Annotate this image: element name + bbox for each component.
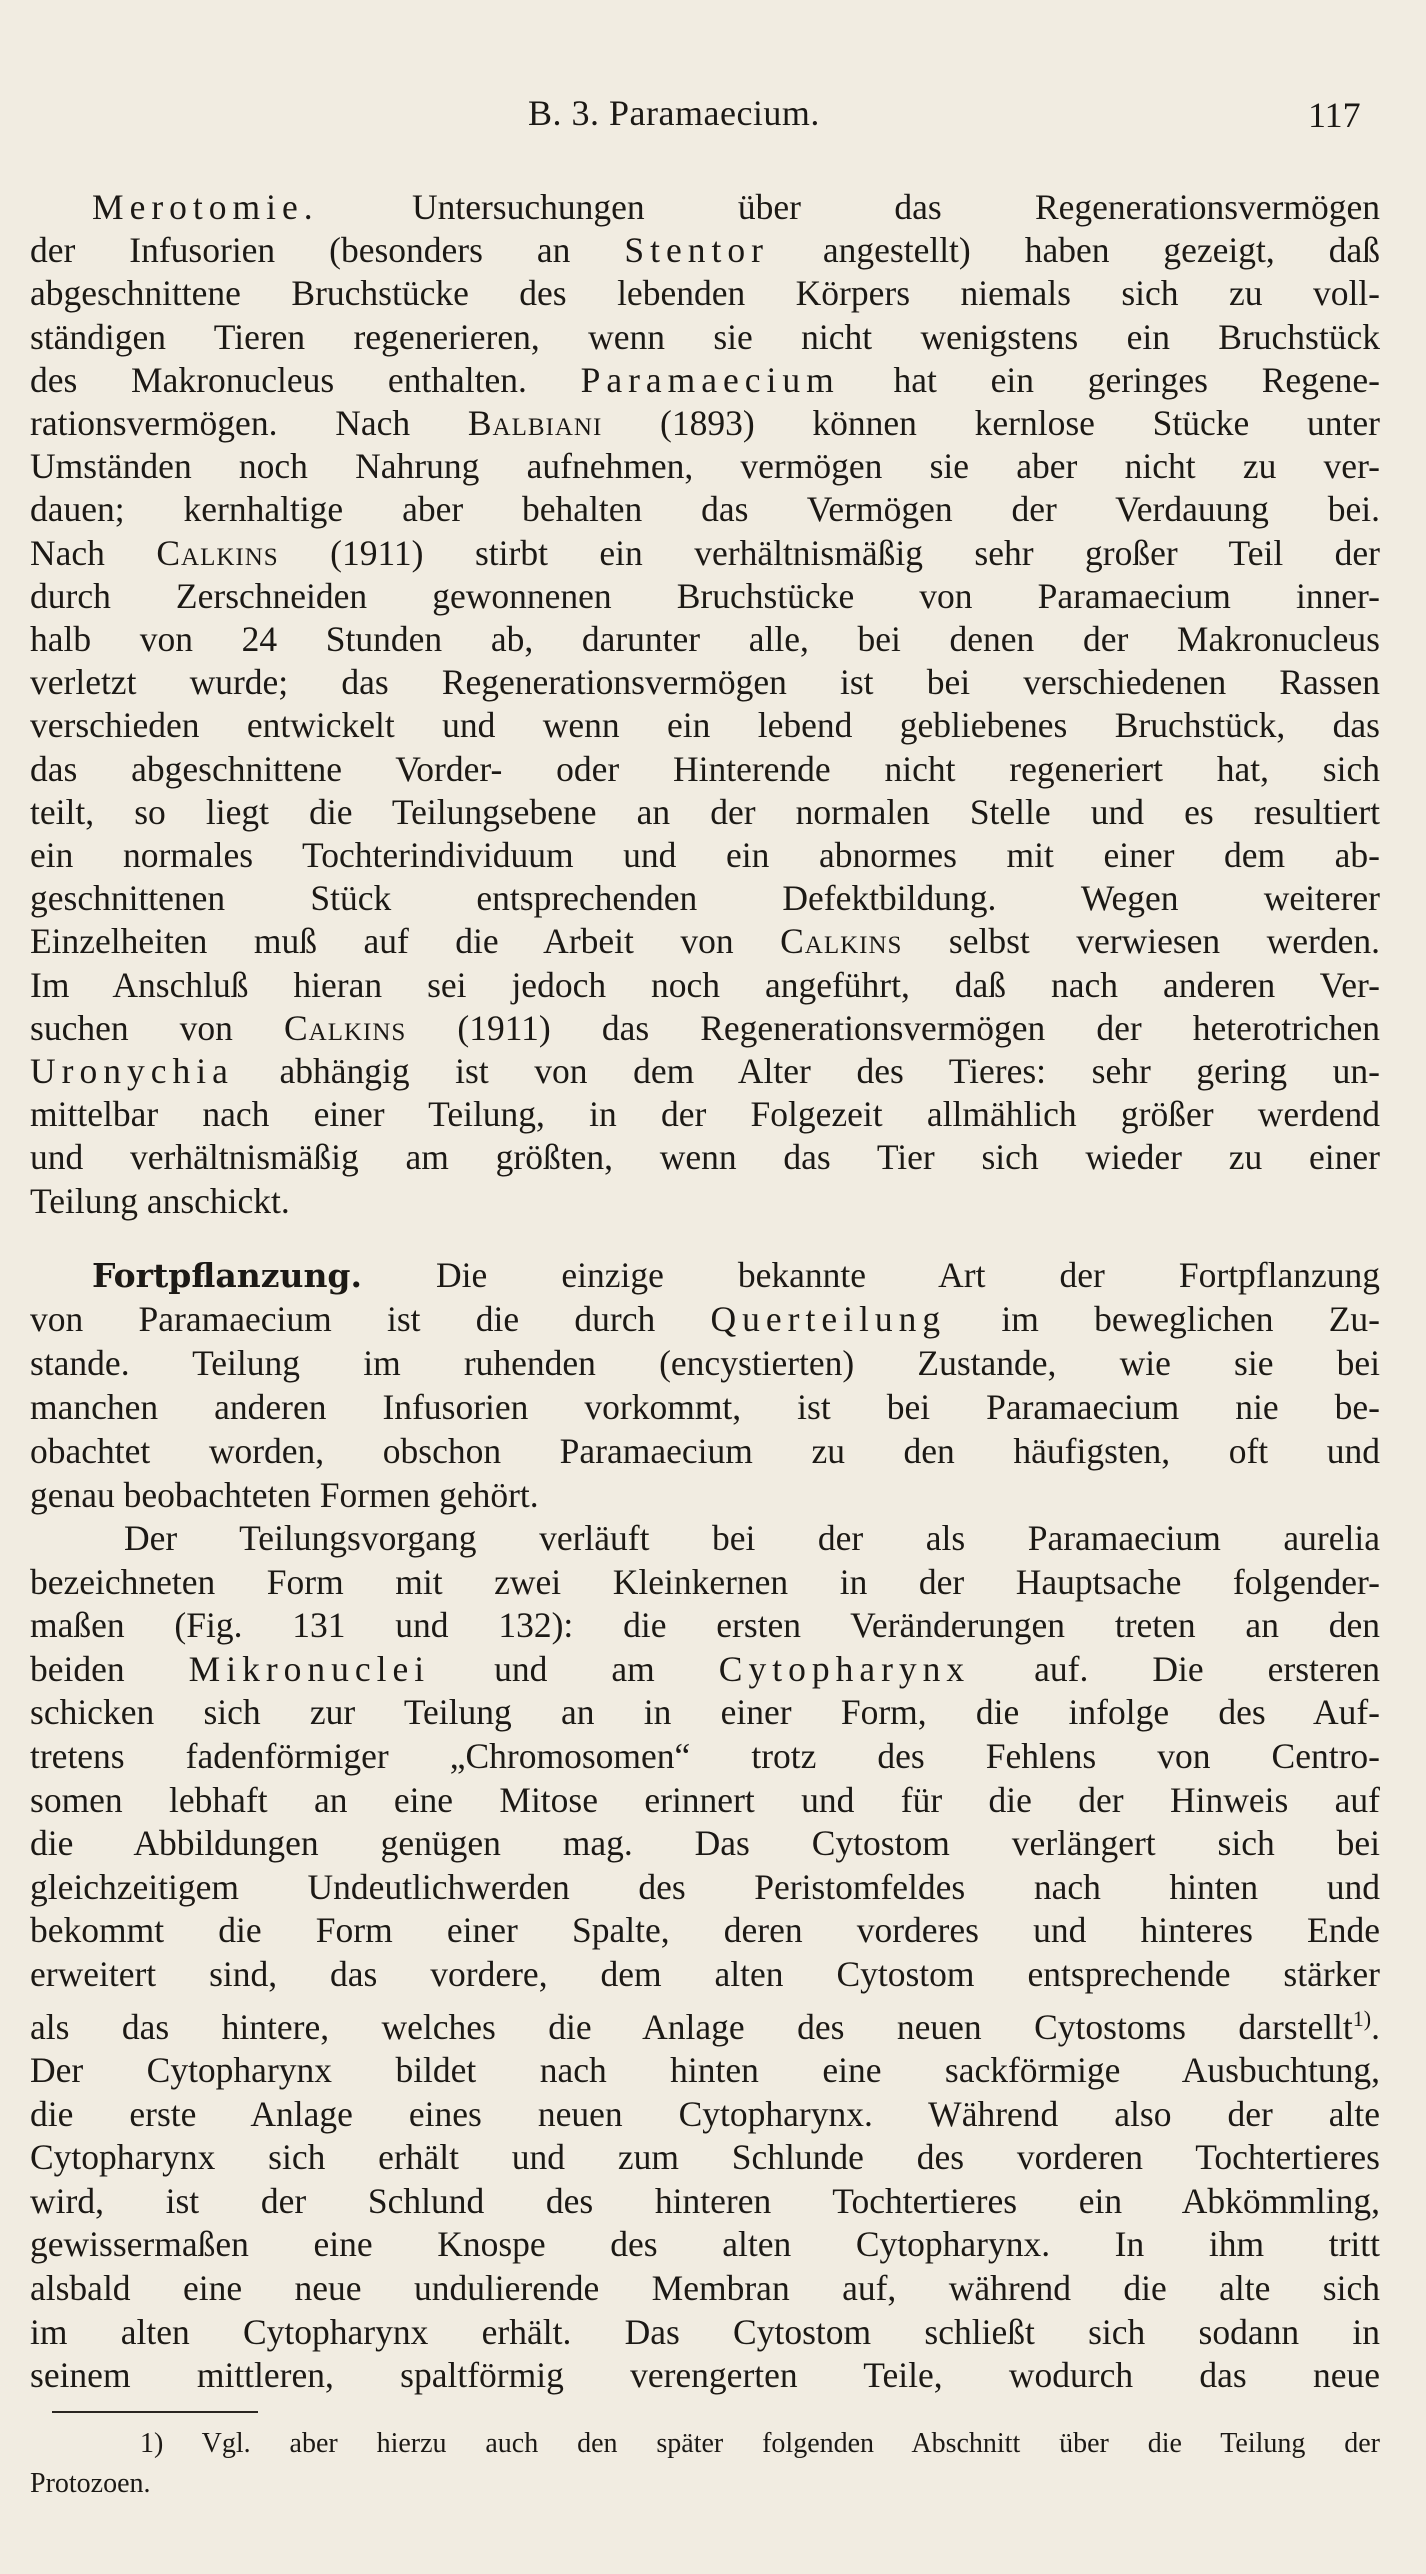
text-line: genau beobachteten Formen gehört. bbox=[30, 1474, 539, 1515]
text-line: alsbald eine neue undulierende Membran auf, während die alte sich bbox=[30, 2267, 1380, 2308]
text-line: Teilung anschickt. bbox=[30, 1180, 290, 1221]
text-line: der Infusorien (besonders an Stentor angestellt) haben gezeigt, daß bbox=[30, 230, 1380, 271]
text-line: dauen; kernhaltige aber behalten das Vermögen der Verdauung bei. bbox=[30, 489, 1380, 530]
text-line: wird, ist der Schlund des hinteren Tochtertieres ein Abkömmling, bbox=[30, 2180, 1380, 2221]
term-merotomie: Merotomie. bbox=[92, 187, 319, 227]
text-line: Einzelheiten muß auf die Arbeit von Calkins selbst verwiesen werden. bbox=[30, 921, 1380, 962]
text-line: geschnittenen Stück entsprechenden Defektbildung. Wegen weiterer bbox=[30, 878, 1380, 919]
text-line: tretens fadenförmiger „Chromosomen“ trotz des Fehlens von Centro- bbox=[30, 1735, 1380, 1776]
paragraph-fortpflanzung bbox=[30, 1254, 1380, 1517]
paragraph-teilungsvorgang bbox=[30, 1517, 1380, 2398]
term-uronychia: Uronychia bbox=[30, 1051, 234, 1092]
author-balbiani: Balbiani bbox=[467, 403, 603, 444]
page-number: 117 bbox=[1308, 95, 1361, 135]
footnote-divider bbox=[52, 2411, 258, 2413]
text-line: ständigen Tieren regenerieren, wenn sie nicht wenigstens ein Bruchstück bbox=[30, 316, 1380, 357]
section-heading-fortpflanzung: Fortpflanzung. bbox=[92, 1256, 362, 1295]
term-stentor: Stentor bbox=[624, 230, 769, 271]
text-line: Fortpflanzung. Die einzige bekannte Art der Fortpflanzung bbox=[92, 1255, 1380, 1295]
text-line: maßen (Fig. 131 und 132): die ersten Veränderungen treten an den bbox=[30, 1605, 1380, 1646]
text-line: von Paramaecium ist die durch Querteilung im beweglichen Zu- bbox=[30, 1298, 1380, 1339]
text-line: Uronychia abhängig ist von dem Alter des Tieres: sehr gering un- bbox=[30, 1051, 1380, 1092]
text-line: des Makronucleus enthalten. Paramaecium hat ein geringes Regene- bbox=[30, 359, 1380, 400]
footnote bbox=[30, 2424, 1380, 2504]
paragraph-merotomie bbox=[30, 186, 1380, 1223]
term-mikronuclei: Mikronuclei bbox=[188, 1648, 431, 1689]
author-calkins: Calkins bbox=[156, 532, 279, 573]
author-calkins: Calkins bbox=[284, 1007, 407, 1048]
text-line: verletzt wurde; das Regenerationsvermögen ist bei verschiedenen Rassen bbox=[30, 662, 1380, 703]
running-title: B. 3. Paramaecium. bbox=[528, 93, 820, 133]
text-line: rationsvermögen. Nach Balbiani (1893) können kernlose Stücke unter bbox=[30, 403, 1380, 444]
text-line: Im Anschluß hieran sei jedoch noch angeführt, daß nach anderen Ver- bbox=[30, 964, 1380, 1005]
term-paramaecium: Paramaecium bbox=[580, 359, 840, 400]
text-line: im alten Cytopharynx erhält. Das Cytostom schließt sich sodann in bbox=[30, 2311, 1380, 2352]
text-line: bezeichneten Form mit zwei Kleinkernen in der Hauptsache folgender- bbox=[30, 1561, 1380, 1602]
text-line: teilt, so liegt die Teilungsebene an der normalen Stelle und es resultiert bbox=[30, 791, 1380, 832]
text-line: Umständen noch Nahrung aufnehmen, vermögen sie aber nicht zu ver- bbox=[30, 446, 1380, 487]
text-line: Der Cytopharynx bildet nach hinten eine sackförmige Ausbuchtung, bbox=[30, 2049, 1380, 2090]
term-querteilung: Querteilung bbox=[710, 1298, 947, 1339]
text-line: beiden Mikronuclei und am Cytopharynx auf. Die ersteren bbox=[30, 1648, 1380, 1689]
text-line: ein normales Tochterindividuum und ein abnormes mit einer dem ab- bbox=[30, 835, 1380, 876]
text-line: und verhältnismäßig am größten, wenn das Tier sich wieder zu einer bbox=[30, 1137, 1380, 1178]
text-line: gewissermaßen eine Knospe des alten Cytopharynx. In ihm tritt bbox=[30, 2224, 1380, 2265]
text-line: erweitert sind, das vordere, dem alten Cytostom entsprechende stärker bbox=[30, 1953, 1380, 1994]
footnote-line: Protozoen. bbox=[30, 2468, 151, 2499]
text-line: suchen von Calkins (1911) das Regenerationsvermögen der heterotrichen bbox=[30, 1007, 1380, 1048]
text-line: die Abbildungen genügen mag. Das Cytostom verlängert sich bei bbox=[30, 1823, 1380, 1864]
text-line: Merotomie. Untersuchungen über das Regenerationsvermögen bbox=[92, 187, 1380, 227]
text-line: gleichzeitigem Undeutlichwerden des Peristomfeldes nach hinten und bbox=[30, 1866, 1380, 1907]
text-line: somen lebhaft an eine Mitose erinnert und für die der Hinweis auf bbox=[30, 1779, 1380, 1820]
text-line: Cytopharynx sich erhält und zum Schlunde des vorderen Tochtertieres bbox=[30, 2137, 1380, 2178]
term-cytopharynx: Cytopharynx bbox=[718, 1648, 971, 1689]
text-line: seinem mittleren, spaltförmig verengerten Teile, wodurch das neue bbox=[30, 2355, 1380, 2396]
text-line: abgeschnittene Bruchstücke des lebenden Körpers niemals sich zu voll- bbox=[30, 273, 1380, 314]
footnote-marker: 1) bbox=[1352, 2005, 1372, 2031]
text-line: mittelbar nach einer Teilung, in der Folgezeit allmählich größer werdend bbox=[30, 1094, 1380, 1135]
text-line: Nach Calkins (1911) stirbt ein verhältnismäßig sehr großer Teil der bbox=[30, 532, 1380, 573]
text-line: manchen anderen Infusorien vorkommt, ist bei Paramaecium nie be- bbox=[30, 1386, 1380, 1427]
text-line: schicken sich zur Teilung an in einer Form, die infolge des Auf- bbox=[30, 1692, 1380, 1733]
text-line: stande. Teilung im ruhenden (encystierten) Zustande, wie sie bei bbox=[30, 1342, 1380, 1383]
text-line: das abgeschnittene Vorder- oder Hinterende nicht regeneriert hat, sich bbox=[30, 748, 1380, 789]
text-line: Der Teilungsvorgang verläuft bei der als Paramaecium aurelia bbox=[124, 1518, 1380, 1558]
author-calkins: Calkins bbox=[780, 921, 903, 962]
text-line: bekommt die Form einer Spalte, deren vorderes und hinteres Ende bbox=[30, 1910, 1380, 1951]
text-line: verschieden entwickelt und wenn ein lebend gebliebenes Bruchstück, das bbox=[30, 705, 1380, 746]
text-line: als das hintere, welches die Anlage des neuen Cytostoms darstellt$^{1)}$. bbox=[30, 2005, 1380, 2047]
footnote-line: 1) Vgl. aber hierzu auch den später folgenden Abschnitt über die Teilung der bbox=[140, 2428, 1380, 2459]
text-line: obachtet worden, obschon Paramaecium zu den häufigsten, oft und bbox=[30, 1430, 1380, 1471]
text-line: durch Zerschneiden gewonnenen Bruchstücke von Paramaecium inner- bbox=[30, 575, 1380, 616]
text-line: halb von 24 Stunden ab, darunter alle, bei denen der Makronucleus bbox=[30, 619, 1380, 660]
text-line: die erste Anlage eines neuen Cytopharynx. Während also der alte bbox=[30, 2093, 1380, 2134]
